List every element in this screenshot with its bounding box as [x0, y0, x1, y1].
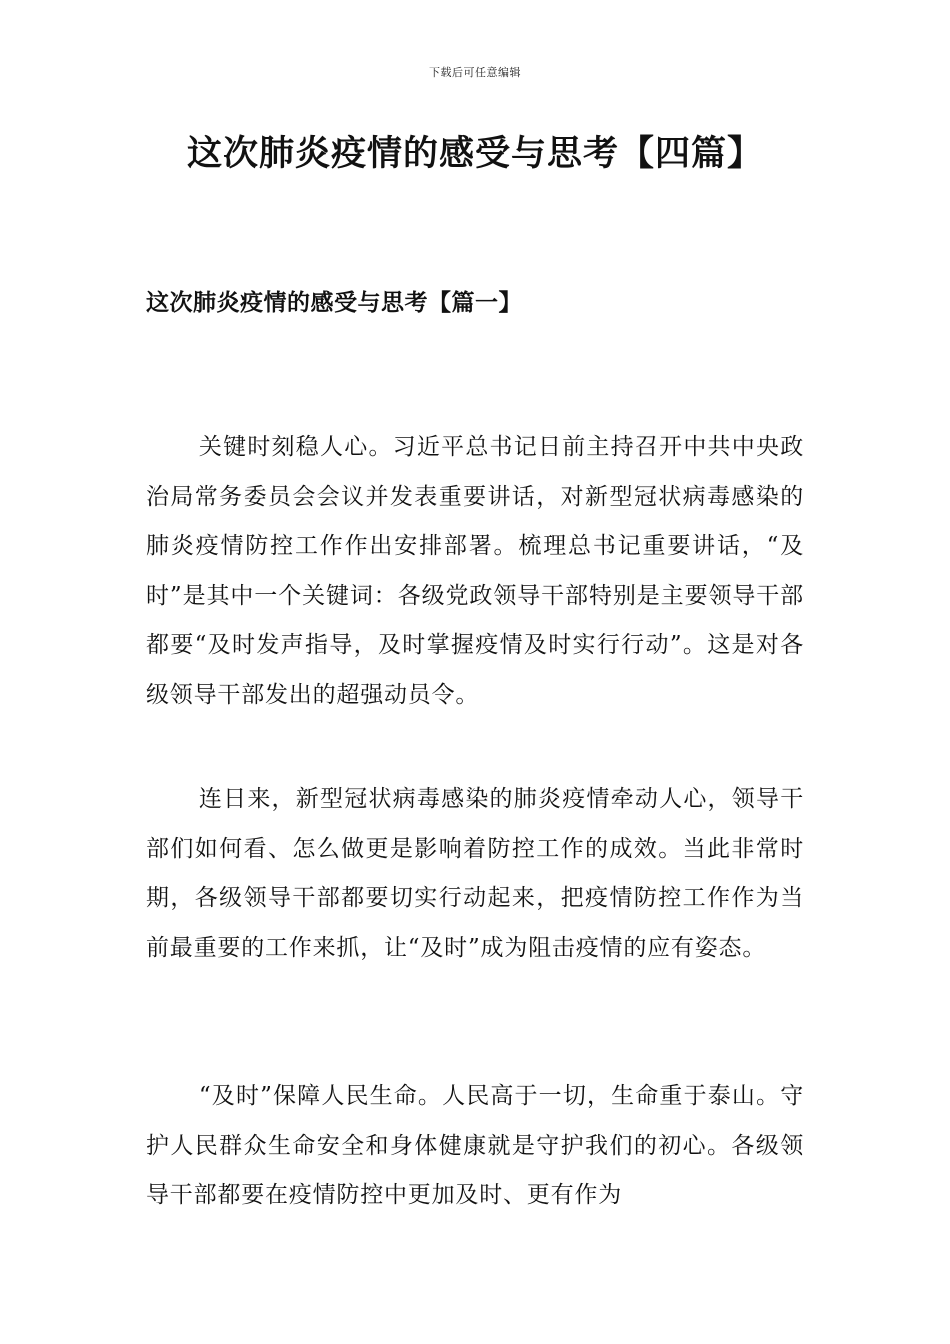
- document-title: 这次肺炎疫情的感受与思考【四篇】: [186, 134, 763, 174]
- paragraph-1: 关键时刻稳人心。习近平总书记日前主持召开中共中央政治局常务委员会会议并发表重要讲话，对新型冠状病毒感染的肺炎疫情防控工作作出安排部署。梳理总书记重要讲话，“及时”是其中一个关键词：各级党政领导干部特别是主要领导干部都要“及时发声指导，及时掌握疫情及时实行行动”。这是对各级领导干部发出的超强动员令。: [146, 434, 804, 708]
- paragraph-2: 连日来，新型冠状病毒感染的肺炎疫情牵动人心，领导干部们如何看、怎么做更是影响着防控工作的成效。当此非常时期，各级领导干部都要切实行动起来，把疫情防控工作作为当前最重要的工作来抓，让“及时”成为阻击疫情的应有姿态。: [146, 786, 804, 961]
- paragraph-3: “及时”保障人民生命。人民高于一切，生命重于泰山。守护人民群众生命安全和身体健康就是守护我们的初心。各级领导干部都要在疫情防控中更加及时、更有作为: [146, 1083, 804, 1208]
- section-title: 这次肺炎疫情的感受与思考【篇一】: [146, 289, 522, 316]
- header-note: 下载后可任意编辑: [429, 66, 521, 79]
